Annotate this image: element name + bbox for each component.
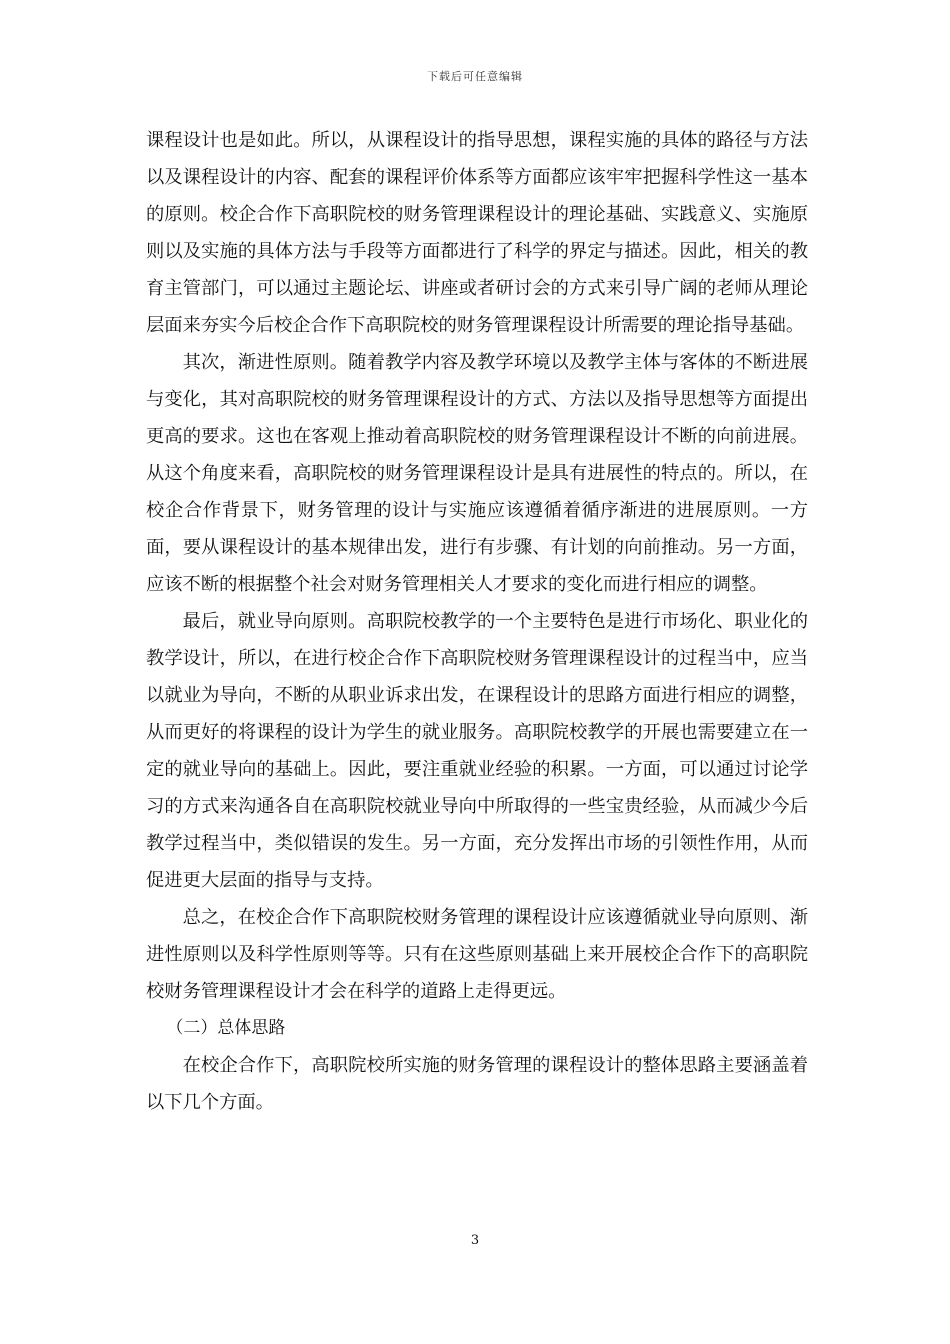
paragraph-employment-principle: 最后，就业导向原则。高职院校教学的一个主要特色是进行市场化、职业化的教学设计，所以，在进行校企合作下高职院校财务管理课程设计的过程当中，应当以就业为导向，不断的从职业诉求出发，在课程设计的思路方面进行相应的调整，从而更好的将课程的设计为学生的就业服务。高职院校教学的开展也需要建立在一定的就业导向的基础上。因此，要注重就业经验的积累。一方面，可以通过讨论学习的方式来沟通各自在高职院校就业导向中所取得的一些宝贵经验，从而减少今后教学过程当中，类似错误的发生。另一方面，充分发挥出市场的引领性作用，从而促进更大层面的指导与支持。 [146,611,808,891]
document-body [146,122,808,1121]
paragraph-summary: 总之，在校企合作下高职院校财务管理的课程设计应该遵循就业导向原则、渐进性原则以及科学性原则等等。只有在这些原则基础上来开展校企合作下的高职院校财务管理课程设计才会在科学的道路上走得更远。 [146,907,808,1002]
paragraph-gradual-principle: 其次，渐进性原则。随着教学内容及教学环境以及教学主体与客体的不断进展与变化，其对高职院校的财务管理课程设计的方式、方法以及指导思想等方面提出更高的要求。这也在客观上推动着高职院校的财务管理课程设计不断的向前进展。从这个角度来看，高职院校的财务管理课程设计是具有进展性的特点的。所以，在校企合作背景下，财务管理的设计与实施应该遵循着循序渐进的进展原则。一方面，要从课程设计的基本规律出发，进行有步骤、有计划的向前推动。另一方面，应该不断的根据整个社会对财务管理相关人才要求的变化而进行相应的调整。 [146,352,808,595]
page-header: 下载后可任意编辑 [427,70,523,83]
section-paragraph: 在校企合作下，高职院校所实施的财务管理的课程设计的整体思路主要涵盖着以下几个方面。 [146,1055,808,1113]
page-number: 3 [470,1233,480,1248]
paragraph-continuation: 课程设计也是如此。所以，从课程设计的指导思想，课程实施的具体的路径与方法以及课程设计的内容、配套的课程评价体系等方面都应该牢牢把握科学性这一基本的原则。校企合作下高职院校的财务管理课程设计的理论基础、实践意义、实施原则以及实施的具体方法与手段等方面都进行了科学的界定与描述。因此，相关的教育主管部门，可以通过主题论坛、讲座或者研讨会的方式来引导广阔的老师从理论层面来夯实今后校企合作下高职院校的财务管理课程设计所需要的理论指导基础。 [146,130,808,336]
section-heading: （二）总体思路 [166,1018,286,1038]
